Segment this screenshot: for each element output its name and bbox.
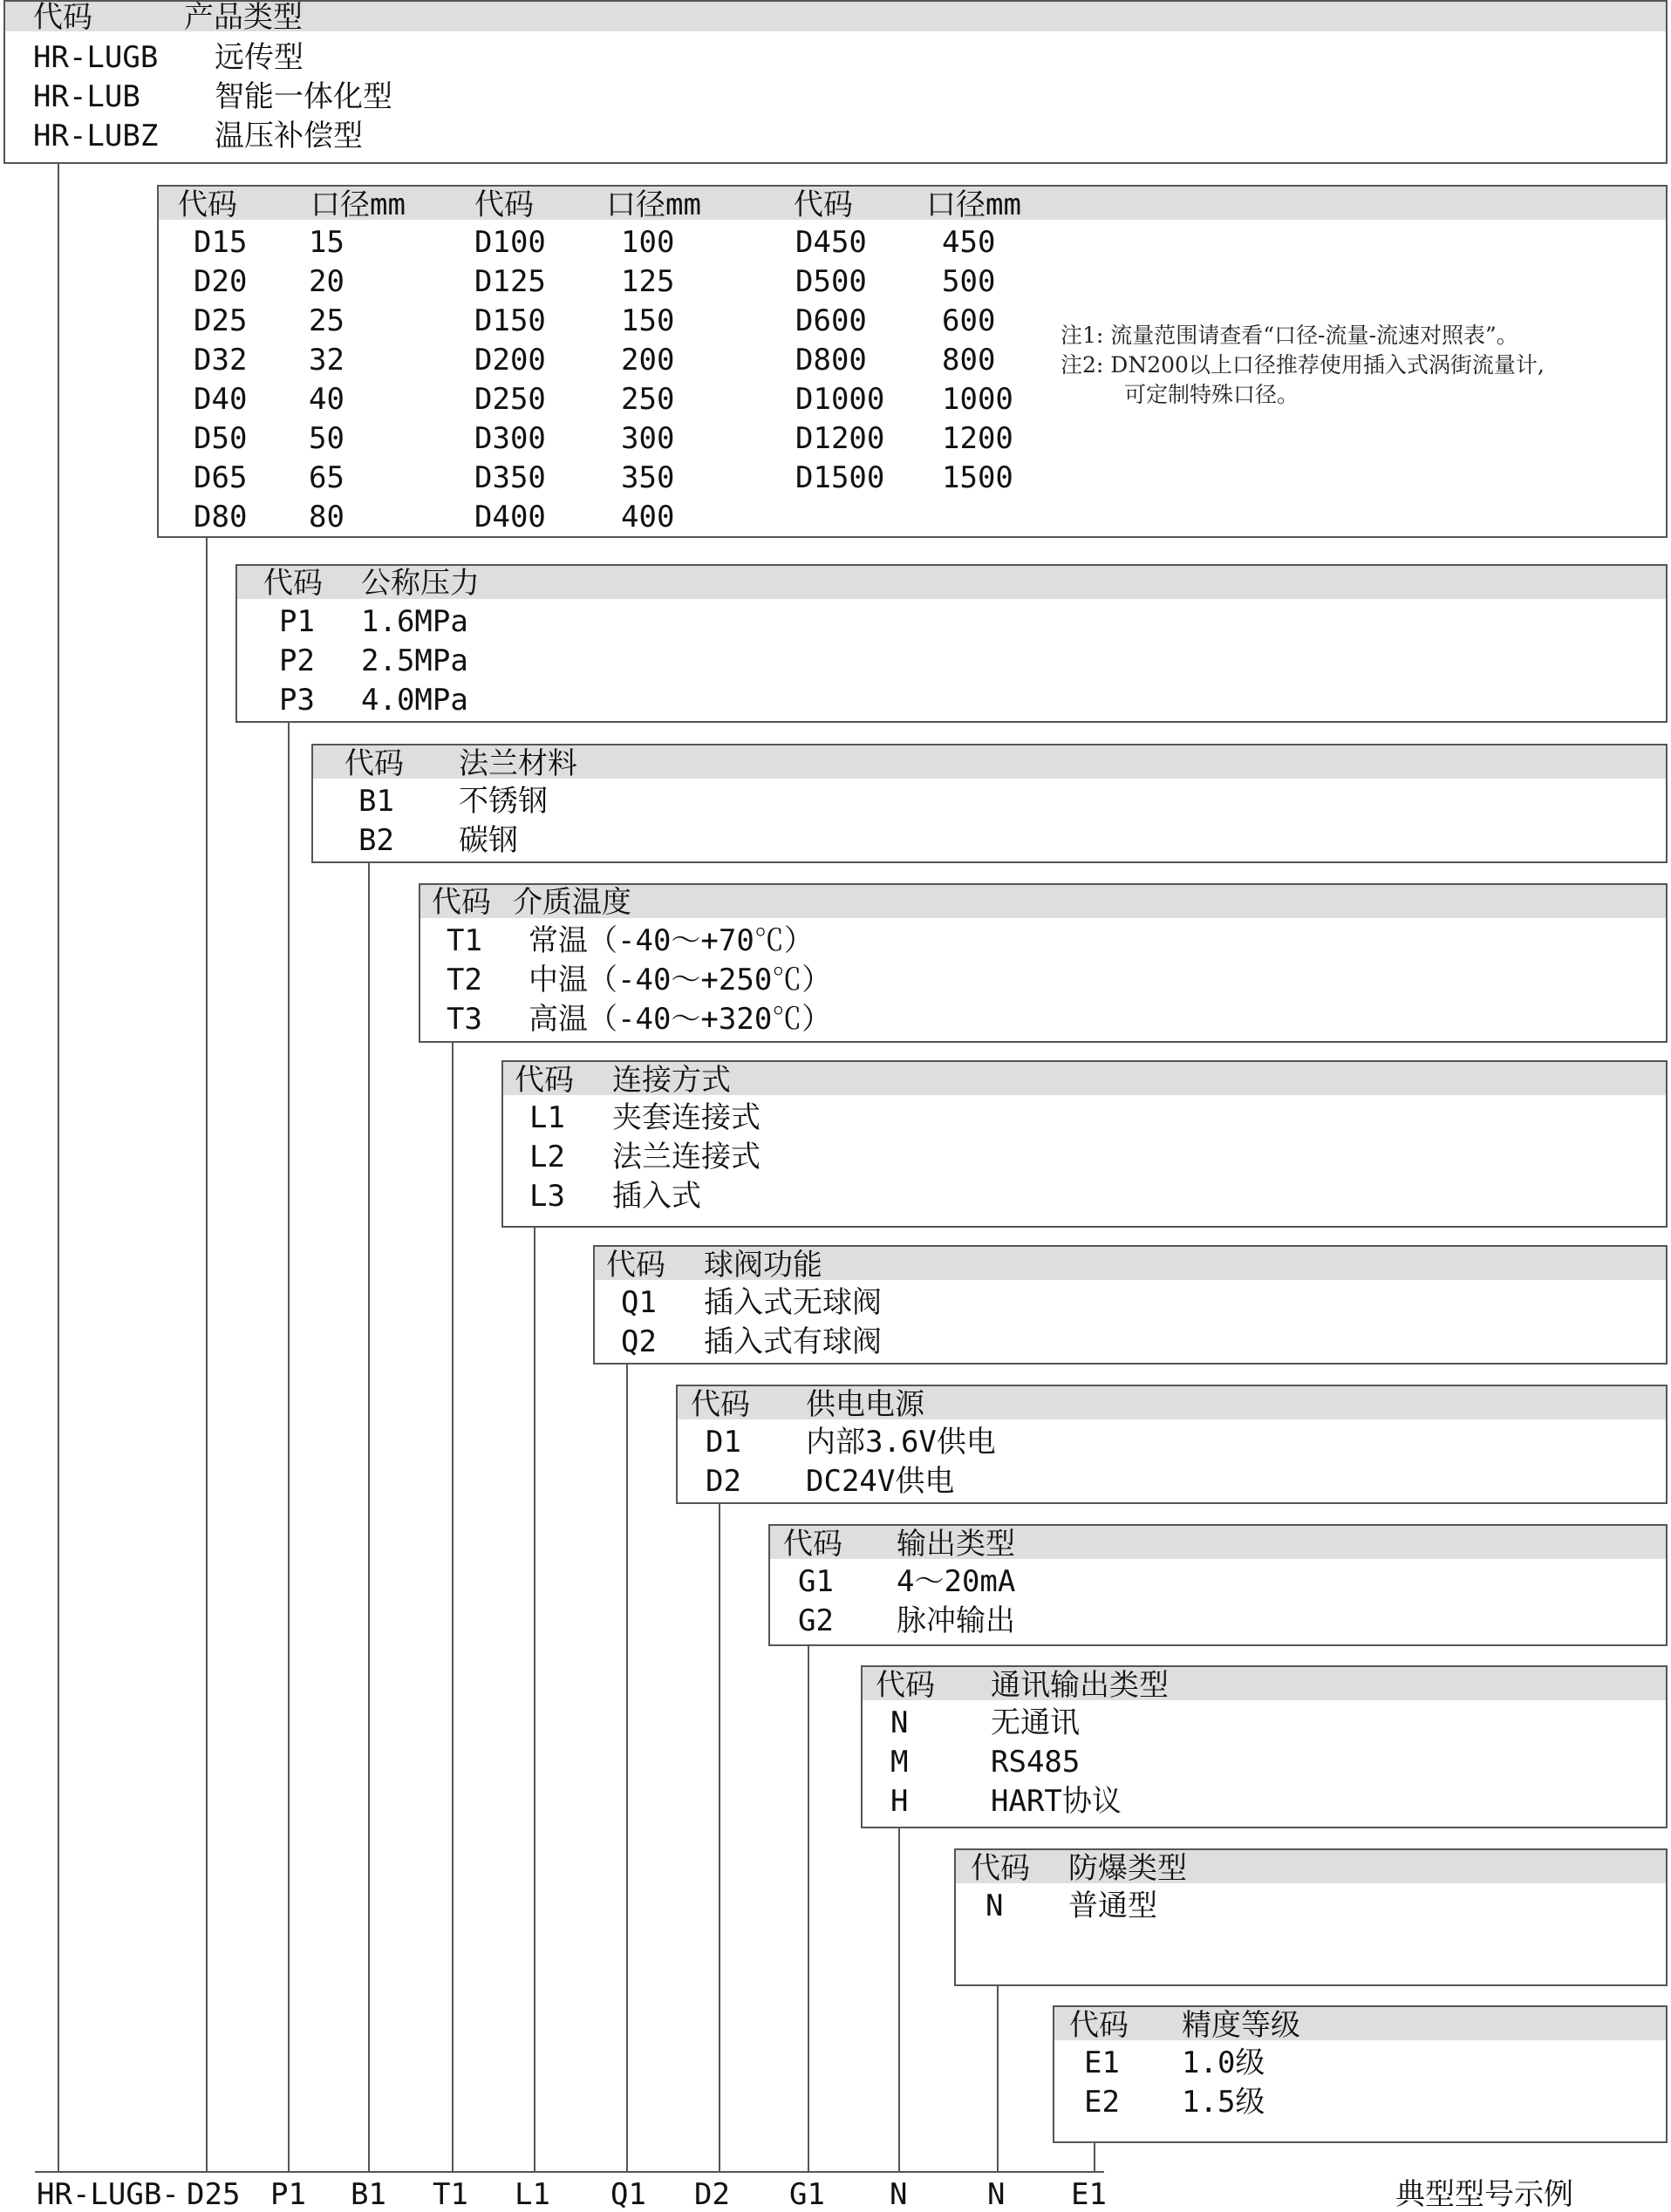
pressure-header-name: 公称压力 xyxy=(361,566,480,601)
product-code: HR-LUBZ xyxy=(33,119,159,153)
diameter-code: D1200 xyxy=(795,421,885,456)
pressure-box xyxy=(235,564,1668,723)
diameter-size: 32 xyxy=(309,343,344,378)
diameter-code: D25 xyxy=(194,303,248,338)
diameter-code: D450 xyxy=(795,225,867,260)
connector-line xyxy=(452,1043,454,2171)
diameter-size: 1200 xyxy=(942,421,1013,456)
connector-line xyxy=(997,1986,999,2171)
pressure-name: 2.5MPa xyxy=(361,643,468,678)
temperature-code: T3 xyxy=(447,1002,482,1037)
diameter-code: D400 xyxy=(474,500,546,534)
example-code: Q1 xyxy=(610,2177,646,2212)
diameter-size: 15 xyxy=(309,225,344,260)
diameter-size: 800 xyxy=(942,343,996,378)
accuracy-code: E1 xyxy=(1084,2045,1120,2080)
diameter-code: D50 xyxy=(194,421,248,456)
diameter-size: 500 xyxy=(942,264,996,299)
connector-line xyxy=(808,1646,809,2171)
power-header-name: 供电电源 xyxy=(806,1387,924,1422)
diameter-size: 100 xyxy=(621,225,675,260)
connector-line xyxy=(534,1228,535,2171)
valve-header-code: 代码 xyxy=(606,1248,665,1283)
product-type-box xyxy=(3,0,1668,164)
accuracy-name: 1.5级 xyxy=(1182,2085,1265,2120)
diameter-size: 80 xyxy=(309,500,344,534)
comm-header-code: 代码 xyxy=(876,1668,935,1703)
product-code: HR-LUGB xyxy=(33,40,159,75)
connector-line xyxy=(1094,2143,1095,2171)
diameter-size: 300 xyxy=(621,421,675,456)
product-name: 温压补偿型 xyxy=(215,119,363,153)
explosion-proof-box xyxy=(954,1848,1668,1986)
diameter-box xyxy=(157,185,1668,538)
example-label: 典型型号示例 xyxy=(1395,2177,1573,2212)
pressure-name: 4.0MPa xyxy=(361,683,468,718)
flange-code: B2 xyxy=(358,823,394,858)
comm-name: RS485 xyxy=(991,1745,1081,1780)
accuracy-box xyxy=(1053,2005,1668,2143)
flange-name: 不锈钢 xyxy=(459,784,548,819)
diameter-size: 150 xyxy=(621,303,675,338)
diameter-size: 600 xyxy=(942,303,996,338)
connector-line xyxy=(288,723,290,2171)
diameter-size: 40 xyxy=(309,382,344,417)
baseline-rule xyxy=(35,2171,1104,2173)
connection-box xyxy=(501,1060,1668,1228)
connector-line xyxy=(898,1828,900,2171)
connector-line xyxy=(626,1365,628,2171)
explosion-name: 普通型 xyxy=(1068,1889,1157,1923)
diameter-header-size: 口径mm xyxy=(310,187,406,222)
output-type-box xyxy=(768,1524,1668,1646)
comm-name: 无通讯 xyxy=(991,1705,1080,1740)
example-code: E1 xyxy=(1071,2177,1107,2212)
connector-line xyxy=(719,1504,720,2171)
power-supply-box xyxy=(676,1385,1668,1504)
diameter-code: D32 xyxy=(194,343,248,378)
power-name: DC24V供电 xyxy=(806,1464,955,1499)
explosion-code: N xyxy=(986,1889,1004,1923)
diameter-size: 1500 xyxy=(942,460,1013,495)
explosion-header-name: 防爆类型 xyxy=(1068,1851,1187,1886)
example-code: D2 xyxy=(694,2177,730,2212)
diameter-size: 50 xyxy=(309,421,344,456)
valve-code: Q1 xyxy=(621,1285,657,1320)
connector-line xyxy=(58,164,59,2171)
output-name: 4～20mA xyxy=(897,1564,1016,1599)
diameter-code: D500 xyxy=(795,264,867,299)
pressure-code: P3 xyxy=(279,683,315,718)
connector-line xyxy=(206,538,208,2171)
connection-name: 法兰连接式 xyxy=(612,1140,760,1174)
connection-name: 夹套连接式 xyxy=(612,1100,760,1135)
example-code: G1 xyxy=(789,2177,825,2212)
accuracy-name: 1.0级 xyxy=(1182,2045,1265,2080)
diameter-header-size: 口径mm xyxy=(606,187,701,222)
example-code: N xyxy=(987,2177,1006,2212)
valve-code: Q2 xyxy=(621,1324,657,1359)
flange-material-box xyxy=(311,744,1668,863)
temperature-name: 常温（-40～+70℃） xyxy=(529,923,814,958)
comm-header-bar xyxy=(863,1667,1666,1703)
diameter-code: D65 xyxy=(194,460,248,495)
comm-code: M xyxy=(890,1745,909,1780)
output-code: G2 xyxy=(798,1603,834,1638)
temperature-header-name: 介质温度 xyxy=(513,885,631,920)
example-code: P1 xyxy=(270,2177,306,2212)
example-code: N xyxy=(890,2177,908,2212)
power-code: D1 xyxy=(706,1425,741,1460)
diameter-size: 1000 xyxy=(942,382,1013,417)
power-name: 内部3.6V供电 xyxy=(806,1425,996,1460)
diameter-size: 20 xyxy=(309,264,344,299)
diameter-note: 注1: 流量范围请查看“口径-流量-流速对照表”。 xyxy=(1061,323,1518,348)
diameter-code: D800 xyxy=(795,343,867,378)
diameter-note: 注2: DN200以上口径推荐使用插入式涡街流量计, xyxy=(1061,352,1545,378)
diameter-size: 250 xyxy=(621,382,675,417)
comm-header-name: 通讯输出类型 xyxy=(991,1668,1169,1703)
accuracy-header-name: 精度等级 xyxy=(1182,2008,1300,2043)
flange-name: 碳钢 xyxy=(459,823,518,858)
diameter-size: 125 xyxy=(621,264,675,299)
explosion-header-code: 代码 xyxy=(971,1851,1030,1886)
temperature-code: T1 xyxy=(447,923,482,958)
diameter-code: D15 xyxy=(194,225,248,260)
connection-code: L1 xyxy=(529,1100,565,1135)
valve-name: 插入式有球阀 xyxy=(704,1324,882,1359)
diameter-code: D40 xyxy=(194,382,248,417)
diameter-code: D1500 xyxy=(795,460,885,495)
product-name: 智能一体化型 xyxy=(215,79,392,114)
accuracy-header-code: 代码 xyxy=(1069,2008,1129,2043)
valve-name: 插入式无球阀 xyxy=(704,1285,882,1320)
ball-valve-box xyxy=(593,1245,1668,1365)
output-code: G1 xyxy=(798,1564,834,1599)
diameter-code: D1000 xyxy=(795,382,885,417)
product-name: 远传型 xyxy=(215,40,304,75)
comm-code: N xyxy=(890,1705,909,1740)
temperature-code: T2 xyxy=(447,963,482,997)
flange-code: B1 xyxy=(358,784,394,819)
diameter-note: 可定制特殊口径。 xyxy=(1124,382,1299,407)
product-code: HR-LUB xyxy=(33,79,140,114)
temperature-name: 中温（-40～+250℃） xyxy=(529,963,832,997)
diameter-header-code: 代码 xyxy=(474,187,534,222)
diameter-header-code: 代码 xyxy=(178,187,237,222)
pressure-name: 1.6MPa xyxy=(361,604,468,639)
valve-header-name: 球阀功能 xyxy=(704,1248,822,1283)
example-code: HR-LUGB- xyxy=(37,2177,180,2212)
flange-header-code: 代码 xyxy=(344,746,404,781)
output-name: 脉冲输出 xyxy=(897,1603,1015,1638)
comm-code: H xyxy=(890,1784,909,1819)
connector-line xyxy=(368,863,370,2171)
output-header-code: 代码 xyxy=(783,1527,842,1562)
diameter-header-code: 代码 xyxy=(794,187,853,222)
connection-header-name: 连接方式 xyxy=(612,1063,731,1098)
explosion-header-bar xyxy=(956,1850,1666,1886)
diameter-code: D150 xyxy=(474,303,546,338)
temperature-header-code: 代码 xyxy=(432,885,491,920)
pressure-header-code: 代码 xyxy=(263,566,323,601)
power-code: D2 xyxy=(706,1464,741,1499)
diameter-size: 25 xyxy=(309,303,344,338)
diameter-code: D100 xyxy=(474,225,546,260)
diameter-size: 200 xyxy=(621,343,675,378)
example-code: D25 xyxy=(187,2177,241,2212)
diameter-header-size: 口径mm xyxy=(926,187,1021,222)
accuracy-header-bar xyxy=(1054,2007,1666,2043)
diameter-size: 350 xyxy=(621,460,675,495)
output-header-name: 输出类型 xyxy=(897,1527,1015,1562)
diameter-code: D250 xyxy=(474,382,546,417)
connection-code: L3 xyxy=(529,1179,565,1214)
connection-name: 插入式 xyxy=(612,1179,701,1214)
comm-name: HART协议 xyxy=(991,1784,1122,1819)
diameter-code: D125 xyxy=(474,264,546,299)
example-code: T1 xyxy=(433,2177,468,2212)
accuracy-code: E2 xyxy=(1084,2085,1120,2120)
diameter-code: D350 xyxy=(474,460,546,495)
diameter-size: 450 xyxy=(942,225,996,260)
diameter-code: D600 xyxy=(795,303,867,338)
connection-header-code: 代码 xyxy=(515,1063,574,1098)
pressure-code: P2 xyxy=(279,643,315,678)
diameter-size: 400 xyxy=(621,500,675,534)
diameter-code: D200 xyxy=(474,343,546,378)
temperature-box xyxy=(419,883,1668,1043)
example-code: B1 xyxy=(351,2177,386,2212)
pressure-code: P1 xyxy=(279,604,315,639)
connection-code: L2 xyxy=(529,1140,565,1174)
communication-box xyxy=(861,1665,1668,1828)
power-header-code: 代码 xyxy=(691,1387,750,1422)
diameter-code: D300 xyxy=(474,421,546,456)
product-header-code: 代码 xyxy=(33,0,92,35)
temperature-name: 高温（-40～+320℃） xyxy=(529,1002,832,1037)
example-code: L1 xyxy=(515,2177,550,2212)
flange-header-name: 法兰材料 xyxy=(459,746,577,781)
diameter-size: 65 xyxy=(309,460,344,495)
diameter-code: D80 xyxy=(194,500,248,534)
diameter-code: D20 xyxy=(194,264,248,299)
product-header-name: 产品类型 xyxy=(184,0,303,35)
